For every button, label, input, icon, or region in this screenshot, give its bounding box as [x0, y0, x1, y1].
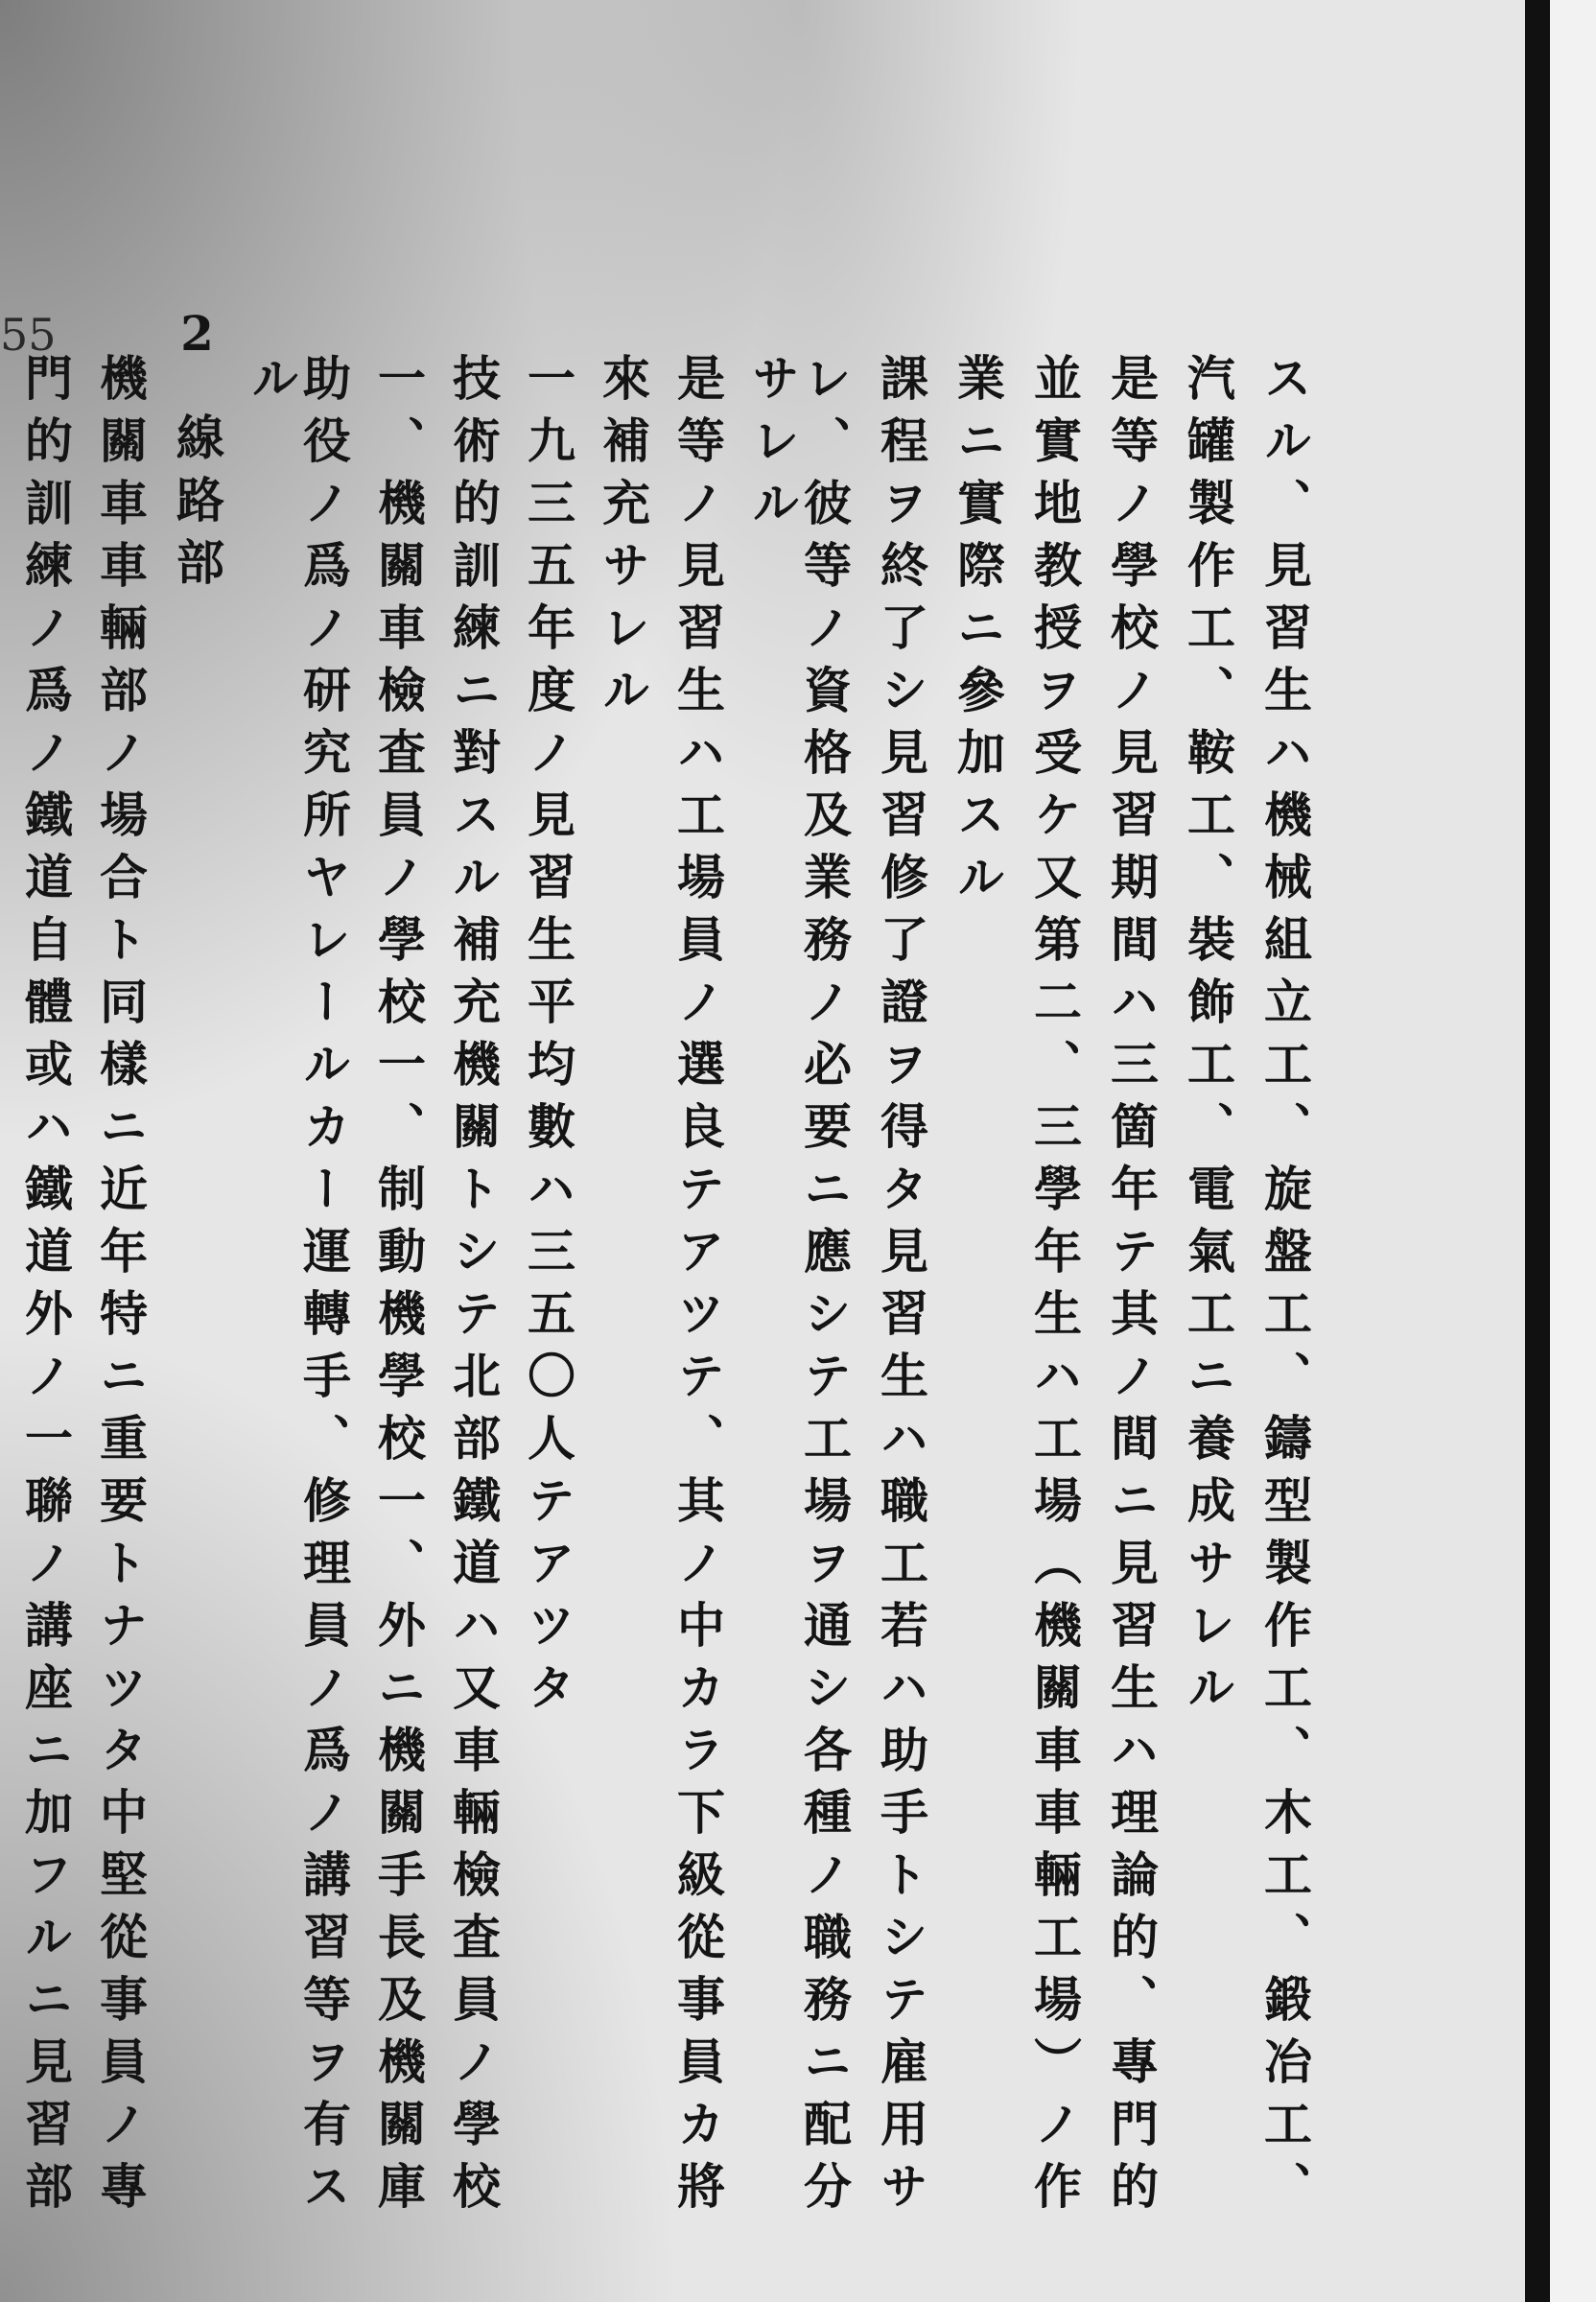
text-column-6: 課程ヲ終了シ見習修了證ヲ得タ見習生ハ職工若ハ助手トシテ雇用サ [873, 353, 929, 2223]
text-column-5: 業ニ實際ニ參加スル [950, 353, 1006, 914]
text-column-15: ル [244, 353, 300, 415]
text-column-17: 機關車車輛部ノ場合ト同樣ニ近年特ニ重要トナツタ中堅從事員ノ專 [92, 353, 149, 2223]
text-column-10: 來補充サレル [595, 353, 651, 727]
text-column-18: 門的訓練ノ爲ノ鐵道自體或ハ鐵道外ノ一聯ノ講座ニ加フルニ見習部 [17, 353, 74, 2223]
section-number: 2 [169, 305, 225, 362]
text-column-3: 是等ノ學校ノ見習期間ハ三箇年テ其ノ間ニ見習生ハ理論的、專門的 [1103, 353, 1160, 2223]
text-column-9: 是等ノ見習生ハ工場員ノ選良テアツテ、其ノ中カラ下級從事員カ將 [669, 353, 726, 2223]
text-column-7: レ、彼等ノ資格及業務ノ必要ニ應シテ工場ヲ通シ各種ノ職務ニ配分 [796, 353, 853, 2223]
binding-edge-shadow [1525, 0, 1550, 2302]
text-column-12: 技術的訓練ニ對スル補充機關トシテ北部鐵道ハ又車輛檢査員ノ學校 [445, 353, 502, 2223]
text-column-8: サレル [744, 353, 801, 540]
page-number: 55 [0, 309, 57, 361]
page-margin [1550, 0, 1596, 2302]
text-column-14: 助役ノ爲ノ研究所ヤレールカー運轉手、修理員ノ爲ノ講習等ヲ有ス [295, 353, 352, 2223]
text-column-1: スル、見習生ハ機械組立工、旋盤工、鑄型製作工、木工、鍛冶工、 [1256, 353, 1313, 2223]
text-column-11: 一九三五年度ノ見習生平均數ハ三五〇人テアツタ [520, 353, 576, 1725]
text-column-4: 並實地教授ヲ受ケ又第二、三學年生ハ工場（機關車車輛工場）ノ作 [1026, 353, 1083, 2223]
section-heading: 線路部 [169, 412, 225, 599]
text-column-2: 汽罐製作工、鞍工、裝飾工、電氣工ニ養成サレル [1180, 353, 1236, 1725]
text-column-13: 一、機關車檢査員ノ學校一、制動機學校一、外ニ機關手長及機關庫 [370, 353, 427, 2223]
